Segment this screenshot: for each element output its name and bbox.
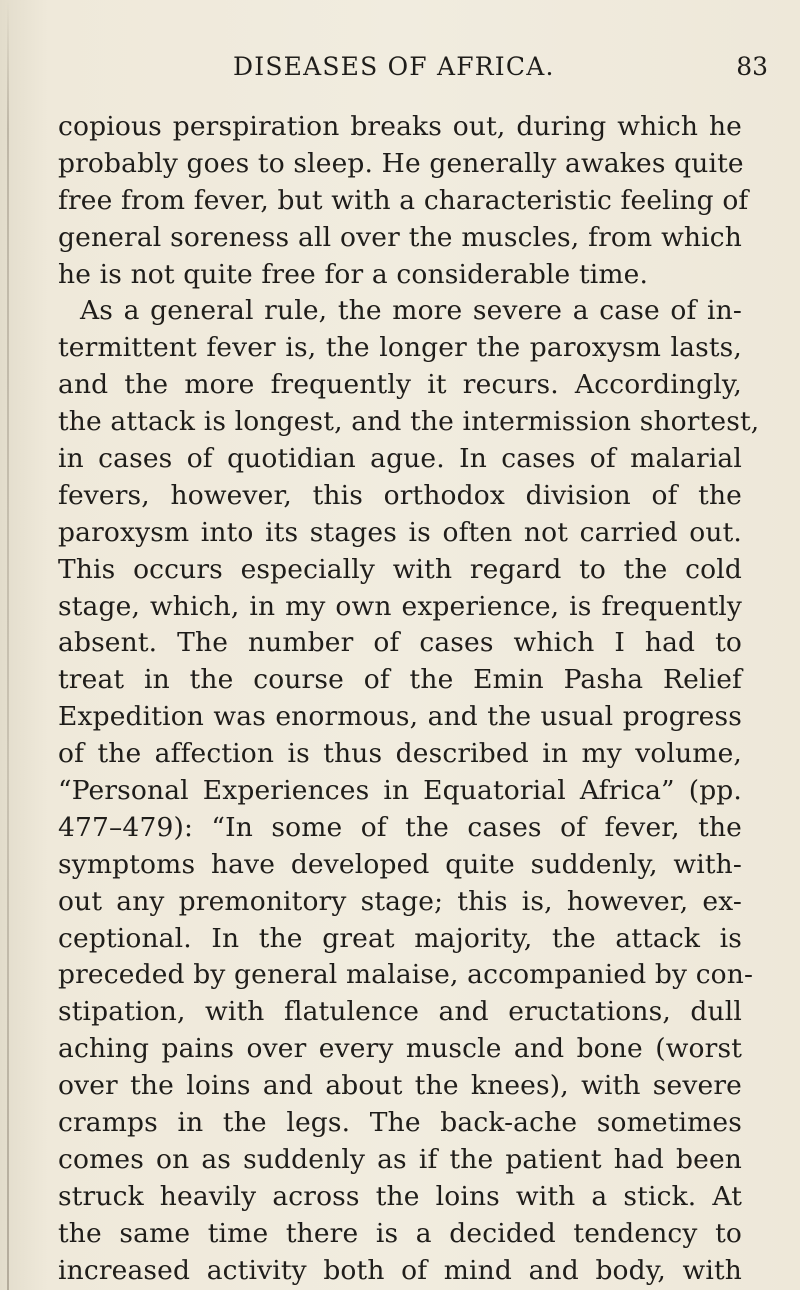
text-line: stage, which, in my own experience, is frequently (58, 590, 742, 622)
text-line: cramps in the legs. The back-ache sometimes (58, 1107, 742, 1139)
text-line: general soreness all over the muscles, from which (58, 221, 742, 253)
text-line: preceded by general malaise, accompanied by con- (58, 959, 754, 991)
binding-gutter (7, 0, 9, 1290)
text-line: the same time there is a decided tendency to (58, 1217, 742, 1249)
text-line: copious perspiration breaks out, during which he (58, 111, 742, 142)
text-line: free from fever, but with a characteristic feeling of (58, 184, 749, 216)
text-line: of the affection is thus described in my volume, (58, 738, 742, 770)
text-line: in cases of quotidian ague. In cases of malarial (58, 443, 742, 475)
text-line: comes on as suddenly as if the patient had been (58, 1143, 742, 1175)
text-line: struck heavily across the loins with a stick. At (58, 1180, 742, 1212)
text-line: over the loins and about the knees), with severe (58, 1070, 742, 1102)
page-header (30, 52, 772, 92)
text-line: aching pains over every muscle and bone (worst (58, 1033, 742, 1065)
text-line: absent. The number of cases which I had to (58, 627, 742, 659)
text-line: fevers, however, this orthodox division of the (58, 479, 742, 511)
body-text (58, 109, 760, 1290)
text-line: increased activity both of mind and body, with (58, 1254, 742, 1286)
running-head: DISEASES OF AFRICA. (233, 52, 555, 81)
page-number: 83 (736, 52, 768, 81)
text-line: probably goes to sleep. He generally awakes quite (58, 147, 744, 179)
text-line: out any premonitory stage; this is, however, ex- (58, 885, 742, 917)
text-line: symptoms have developed quite suddenly, with- (58, 848, 742, 880)
text-line: ceptional. In the great majority, the attack is (58, 922, 742, 954)
text-line: “Personal Experiences in Equatorial Africa” (pp. (58, 775, 742, 807)
text-line: This occurs especially with regard to the cold (58, 553, 742, 585)
text-line: treat in the course of the Emin Pasha Relief (58, 664, 742, 696)
text-line: and the more frequently it recurs. Accordingly, (58, 369, 742, 401)
text-line: termittent fever is, the longer the paroxysm lasts, (58, 332, 742, 364)
text-line: paroxysm into its stages is often not carried out. (58, 516, 742, 548)
text-line: 477–479): “In some of the cases of fever, the (58, 811, 742, 843)
text-line: the attack is longest, and the intermission shortest, (58, 406, 760, 438)
text-line: stipation, with flatulence and eructations, dull (58, 996, 742, 1028)
text-line: he is not quite free for a considerable time. (58, 258, 649, 290)
text-line: Expedition was enormous, and the usual progress (58, 701, 742, 733)
text-line: As a general rule, the more severe a case of in- (80, 295, 742, 327)
